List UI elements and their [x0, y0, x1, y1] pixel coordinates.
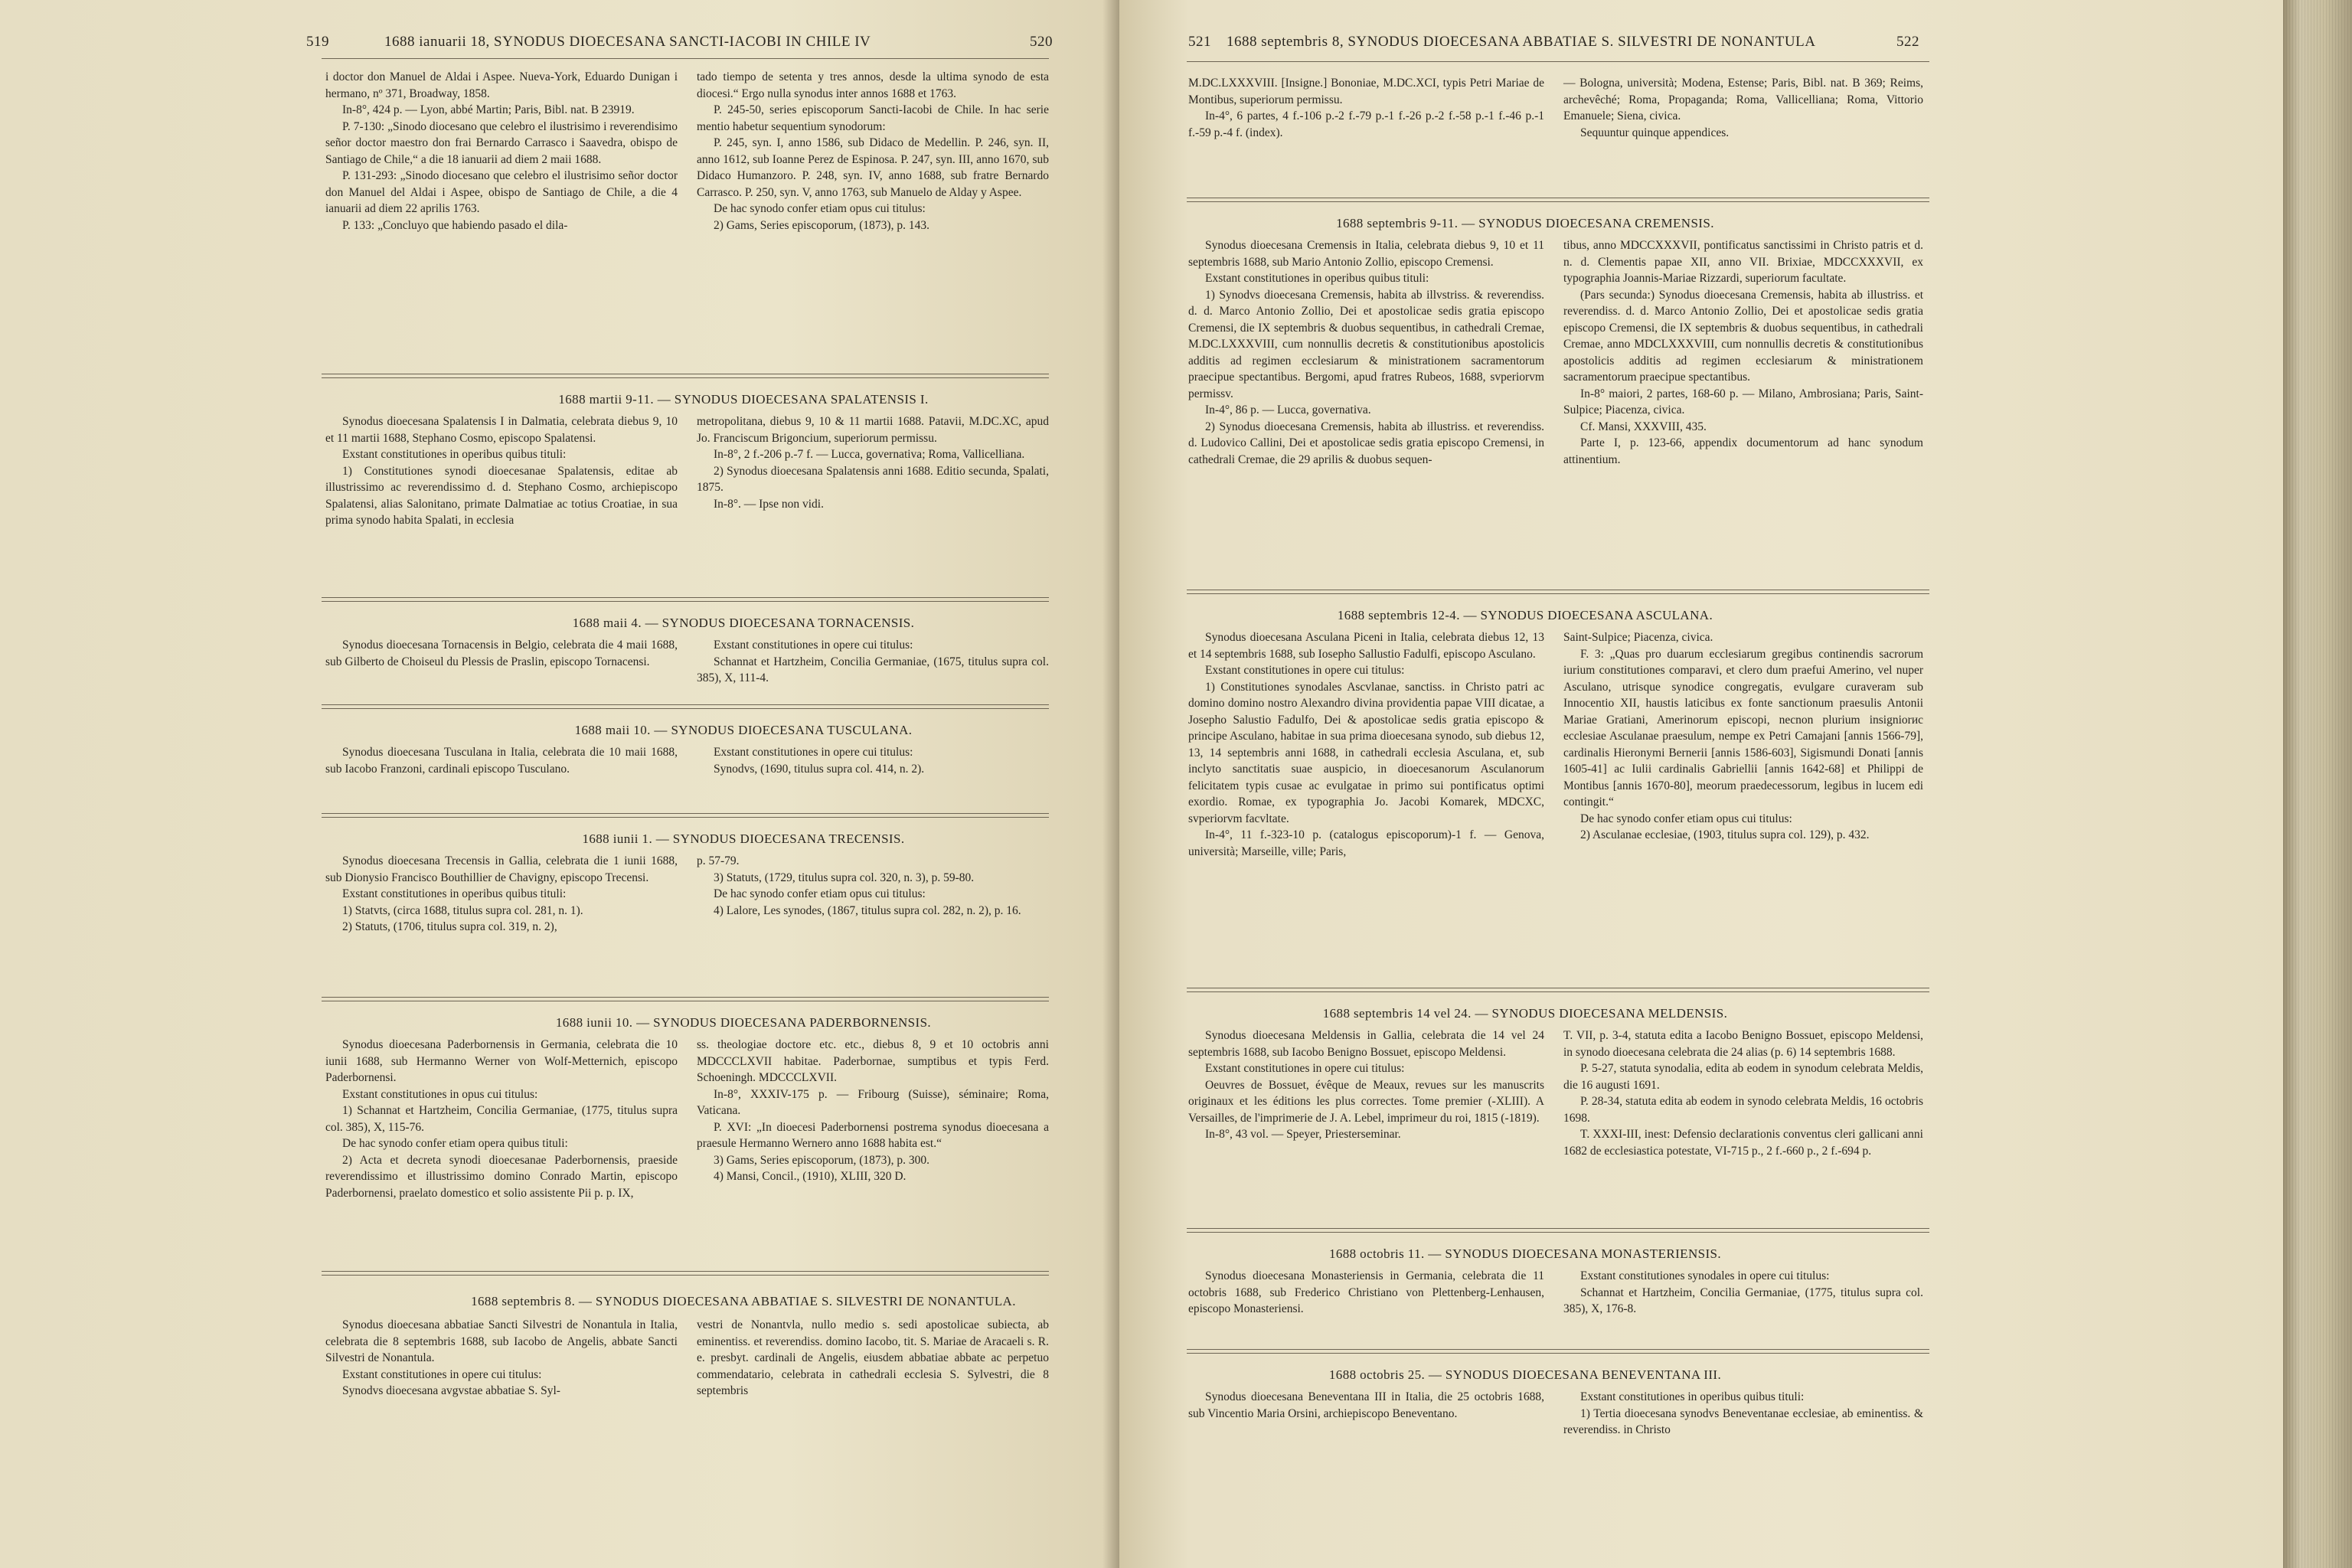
section-divider [322, 813, 1049, 818]
paragraph: Synodus dioecesana Spalatensis I in Dalmatia, celebrata diebus 9, 10 et 11 martii 1688, Stephano Cosmo, episcopo Spalatensi. [325, 415, 678, 445]
section-col1 [325, 1317, 678, 1400]
paragraph: tibus, anno MDCCXXXVII, pontificatus sanctissimi in Christo patris et d. n. d. Clementis papae XII, anno VII. Brixiae, MDCCXXXVII, ex typographia Joannis-Mariae Rizzardi, superiorum facultate. [1563, 239, 1923, 285]
paragraph: Saint-Sulpice; Piacenza, civica. [1563, 631, 1713, 644]
paragraph: In-4°, 6 partes, 4 f.-106 p.-2 f.-79 p.-1 f.-26 p.-2 f.-58 p.-1 f.-46 p.-1 f.-59 p.-4 f. (index). [1188, 109, 1544, 139]
section-title-asculana: 1688 septembris 12-4. — SYNODUS DIOECESANA ASCULANA. [1337, 608, 1713, 622]
paragraph: In-8° maiori, 2 partes, 168-60 p. — Milano, Ambrosiana; Paris, Saint-Sulpice; Piacenza, civica. [1563, 387, 1923, 416]
section-col1 [325, 744, 678, 777]
section-col1 [1188, 1268, 1544, 1318]
paragraph: Exstant constitutiones in opere cui titulus: [714, 639, 913, 652]
paragraph: Exstant constitutiones in operibus quibus tituli: [1580, 1390, 1805, 1403]
section-col1 [1188, 1389, 1544, 1422]
page-number-520: 520 [1030, 34, 1053, 50]
paragraph: De hac synodo confer etiam opera quibus tituli: [342, 1137, 568, 1150]
book-page-edges [2283, 0, 2352, 1568]
page-number-521: 521 [1188, 34, 1211, 50]
intro-col1 [1188, 75, 1544, 141]
paragraph: Synodus dioecesana Cremensis in Italia, celebrata diebus 9, 10 et 11 septembris 1688, sub Mario Antonio Zollio, episcopo Cremensi. [1188, 239, 1544, 269]
paragraph: Exstant constitutiones synodales in opere cui titulus: [1580, 1269, 1830, 1282]
paragraph: Sequuntur quinque appendices. [1580, 126, 1730, 139]
paragraph: P. 245-50, series episcoporum Sancti-Iacobi de Chile. In hac serie mentio habetur sequentium synodorum: [697, 103, 1049, 133]
paragraph: 2) Acta et decreta synodi dioecesanae Paderbornensis, praeside reverendissimo et illustrissimo domino Conrado Martin, episcopo Paderbornensi, praelato domestico et solio assistente Pii p. p. IX, [325, 1153, 678, 1200]
paragraph: 1) Synodvs dioecesana Cremensis, habita ab illvstriss. & reverendiss. d. d. Marco Antonio Zollio, Dei et apostolicae sedis gratia episcopo Cremensi, die IX septembris & duobus sequentibus, in cathedrali Cremae, M.DC.LXXXVIII, cum nonnullis decretis & constitutionibus apostolicis additis ad regimen ecclesiarum & ministrationem sacramentorum praecipue spectantibus. Bergomi, apud fratres Rubeos, 1688, svperiorvm permissv. [1188, 288, 1544, 400]
paragraph: metropolitana, diebus 9, 10 & 11 martii 1688. Patavii, M.DC.XC, apud Jo. Franciscum Brigoncium, superiorum permissu. [697, 415, 1049, 445]
paragraph: F. 3: „Quas pro duarum ecclesiarum gregibus continendis sacrorum iurium constitutiones comparavi, et clero dum praefui Amerino, vel nuper Asculano, utrisque synodice congregatis, evulgare curaveram sub Innocentio XII, haustis laticibus ex fonte sanctionum praesulis Antonii Mariae Gratiani, Amerinorum episcopi, necnon plurium insigniorис ecclesiae Asculanae praesulum, nempe ex Petri Camajani [annis 1566-79], cardinalis Hieronymi Bernerii [annis 1586-603], Sigismundi Donati [annis 1605-41] ac Iulii cardinalis Gabriellii [annis 1642-68] et Philippi de Montibus [annis 1670-80], meorum praedecessorum, legibus in lucem edi contingit.“ [1563, 647, 1923, 808]
section-title-paderbornensis: 1688 iunii 10. — SYNODUS DIOECESANA PADERBORNENSIS. [555, 1015, 932, 1030]
paragraph: Exstant constitutiones in opus cui titulus: [342, 1087, 538, 1101]
section-divider [322, 374, 1049, 378]
section-col2 [697, 413, 1049, 512]
paragraph: Oeuvres de Bossuet, évêque de Meaux, revues sur les manuscrits originaux et les éditions les plus correctes. Tome premier (-XLIII). A Versailles, de l'imprimerie de J. A. Lebel, imprimeur du roi, 1815 (-1819). [1188, 1078, 1544, 1125]
section-col1 [1188, 629, 1544, 860]
section-title-meldensis: 1688 septembris 14 vel 24. — SYNODUS DIOECESANA MELDENSIS. [1322, 1006, 1728, 1021]
page-number-519: 519 [306, 34, 329, 50]
paragraph: i doctor don Manuel de Aldai i Aspee. Nueva-York, Eduardo Dunigan i hermano, nº 371, Broadway, 1858. [325, 70, 678, 100]
paragraph: In-8°, 2 f.-206 p.-7 f. — Lucca, governativa; Roma, Vallicelliana. [714, 448, 1025, 461]
paragraph: Synodus dioecesana Tusculana in Italia, celebrata die 10 maii 1688, sub Iacobo Franzoni, cardinali episcopo Tusculano. [325, 746, 678, 776]
section-title-monasteriensis: 1688 octobris 11. — SYNODUS DIOECESANA MONASTERIENSIS. [1328, 1246, 1722, 1261]
paragraph: 2) Gams, Series episcoporum, (1873), p. 143. [714, 218, 929, 232]
section-col2 [1563, 1027, 1923, 1159]
right-running-header [1119, 34, 2283, 57]
paragraph: Synodus dioecesana Tornacensis in Belgio, celebrata die 4 maii 1688, sub Gilberto de Choiseul du Plessis de Praslin, episcopo Tornacensi. [325, 639, 678, 668]
paragraph: Synodus dioecesana Monasteriensis in Germania, celebrata die 11 octobris 1688, sub Frederico Christiano von Plettenberg-Lenhausen, episcopo Monasteriensi. [1188, 1269, 1544, 1315]
paragraph: De hac synodo confer etiam opus cui titulus: [714, 887, 926, 900]
paragraph: 2) Statuts, (1706, titulus supra col. 319, n. 2), [342, 920, 557, 933]
section-divider [322, 997, 1049, 1001]
section-col1 [1188, 237, 1544, 468]
paragraph: In-8°, XXXIV-175 p. — Fribourg (Suisse), séminaire; Roma, Vaticana. [697, 1087, 1049, 1117]
paragraph: Synodus dioecesana Trecensis in Gallia, celebrata die 1 iunii 1688, sub Dionysio Francisco Bouthillier de Chavigny, episcopo Trecensi. [325, 854, 678, 884]
paragraph: T. VII, p. 3-4, statuta edita a Iacobo Benigno Bossuet, episcopo Meldensi, in synodo dioecesana celebrata die 24 alias (p. 6) 14 septembris 1688. [1563, 1029, 1923, 1059]
paragraph: Schannat et Hartzheim, Concilia Germaniae, (1775, titulus supra col. 385), X, 176-8. [1563, 1285, 1923, 1315]
paragraph: P. 7-130: „Sinodo diocesano que celebro el ilustrisimo i reverendisimo señor doctor maestro don frai Bernardo Carrasco i Saavedra, obispo de Santiago de Chile,“ a die 18 ianuarii ad diem 2 maii 1688. [325, 119, 678, 166]
paragraph: Synodus dioecesana Beneventana III in Italia, die 25 octobris 1688, sub Vincentio Maria Orsini, archiepiscopo Beneventano. [1188, 1390, 1544, 1420]
paragraph: 1) Constitutiones synodales Ascvlanae, sanctiss. in Christo patri ac domino domino nostro Alexandro divina providentia papae VIII dicatae, a Josepho Salustio Fadulfo, Dei & apostolicae sedis gratia episcopo & principe Asculano, habitae in sua prima dioecesana synodo, sub diebus 12, 13, 14 septembris anni 1688, in cathedrali ecclesia Asculana, et, sub inclyto sanctitatis suae auspicio, in dioecesanorum Asculanorum felicitatem typis cusae ac evulgatae in primo sui pontificatus optimi exordio. Romae, ex typographia Jo. Jacobi Komarek, MDCXC, svperiorvm facvltate. [1188, 680, 1544, 825]
running-title: 1688 septembris 8, SYNODUS DIOECESANA ABBATIAE S. SILVESTRI DE NONANTULA [1227, 34, 1816, 50]
section-divider [1187, 1228, 1929, 1233]
section-title-beneventana: 1688 octobris 25. — SYNODUS DIOECESANA BENEVENTANA III. [1328, 1367, 1722, 1382]
paragraph: p. 57-79. [697, 854, 740, 867]
section-col2 [1563, 1268, 1923, 1318]
paragraph: In-4°, 11 f.-323-10 p. (catalogus episcoporum)-1 f. — Genova, università; Marseille, ville; Paris, [1188, 828, 1544, 858]
section-col2 [697, 1037, 1049, 1185]
paragraph: 1) Constitutiones synodi dioecesanae Spalatensis, editae ab illustrissimo ac reverendissimo d. d. Stephano Cosmo, archiepiscopo Spalatensi, alias Salonitano, primate Dalmatiae ac totius Croatiae, in sua prima synodo habita Spalati, in ecclesia [325, 464, 678, 527]
paragraph: Synodus dioecesana abbatiae Sancti Silvestri de Nonantula in Italia, celebrata die 8 septembris 1688, sub Iacobo de Angelis, abbate Sancti Silvestri de Nonantula. [325, 1318, 678, 1364]
paragraph: In-4°, 86 p. — Lucca, governativa. [1205, 403, 1371, 416]
section-col1 [325, 1037, 678, 1201]
section-col1 [325, 853, 678, 936]
paragraph: vestri de Nonantvla, nullo medio s. sedi apostolicae subiecta, ab eminentiss. et reverendiss. domino Iacobo, tit. S. Mariae de Aracaeli s. R. e. presbyt. cardinali de Angelis, eiusdem abbatiae abbate ac perpetuo commendatario, celebrata in cathedrali ecclesia S. Sylvestri, die 8 septembris [697, 1318, 1049, 1397]
section-col1 [325, 413, 678, 529]
left-page [0, 0, 1119, 1568]
paragraph: P. 133: „Concluyo que habiendo pasado el dila- [342, 218, 568, 232]
section-divider [1187, 198, 1929, 202]
paragraph: Exstant constitutiones in opere cui titulus: [342, 1367, 542, 1381]
section-title-spalatensis: 1688 martii 9-11. — SYNODUS DIOECESANA SPALATENSIS I. [558, 392, 929, 407]
section-divider [1187, 590, 1929, 594]
intro-col1 [325, 69, 678, 234]
paragraph: In-8°, 424 p. — Lyon, abbé Martin; Paris, Bibl. nat. B 23919. [342, 103, 635, 116]
intro-col2 [697, 69, 1049, 234]
paragraph: — Bologna, università; Modena, Estense; Paris, Bibl. nat. B 369; Reims, archevêché; Roma, Propaganda; Roma, Vallicelliana; Roma, Vittorio Emanuele; Siena, civica. [1563, 77, 1923, 122]
section-col2 [1563, 1389, 1923, 1439]
section-col2 [697, 853, 1049, 919]
section-col1 [1188, 1027, 1544, 1143]
paragraph: ss. theologiae doctore etc. etc., diebus 8, 9 et 10 octobris anni MDCCCLXVII habitae. Paderbornae, sumptibus et typis Ferd. Schoeningh. MDCCCLXVII. [697, 1038, 1049, 1084]
left-running-header [0, 34, 1119, 57]
section-col2 [697, 1317, 1049, 1400]
paragraph: Exstant constitutiones in opere cui titulus: [1205, 664, 1405, 677]
paragraph: P. 28-34, statuta edita ab eodem in synodo celebrata Meldis, 16 octobris 1698. [1563, 1095, 1923, 1125]
paragraph: 3) Gams, Series episcoporum, (1873), p. 300. [714, 1153, 929, 1167]
paragraph: Synodvs dioecesana avgvstae abbatiae S. Syl- [342, 1384, 560, 1397]
paragraph: P. 131-293: „Sinodo diocesano que celebro el ilustrisimo señor doctor don Manuel del Aldai i Aspee, obispo de Santiago de Chile, a die 4 ianuarii ad diem 22 aprilis 1763. [325, 169, 678, 215]
section-col2 [697, 637, 1049, 687]
paragraph: De hac synodo confer etiam opus cui titulus: [714, 202, 926, 215]
paragraph: Parte I, p. 123-66, appendix documentorum ad hanc synodum attinentium. [1563, 436, 1923, 466]
running-title: 1688 ianuarii 18, SYNODUS DIOECESANA SANCTI-IACOBI IN CHILE IV [384, 34, 871, 50]
paragraph: 4) Lalore, Les synodes, (1867, titulus supra col. 282, n. 2), p. 16. [714, 903, 1021, 917]
header-rule [1187, 61, 1929, 62]
paragraph: 2) Asculanae ecclesiae, (1903, titulus supra col. 129), p. 432. [1580, 828, 1870, 841]
paragraph: Exstant constitutiones in opere cui titulus: [714, 746, 913, 759]
section-title-nonantula: 1688 septembris 8. — SYNODUS DIOECESANA ABBATIAE S. SILVESTRI DE NONANTULA. [471, 1294, 1016, 1308]
section-col2 [697, 744, 1049, 777]
section-title-tusculana: 1688 maii 10. — SYNODUS DIOECESANA TUSCULANA. [574, 723, 913, 737]
paragraph: De hac synodo confer etiam opus cui titulus: [1580, 812, 1792, 825]
section-divider [322, 704, 1049, 709]
section-col2 [1563, 237, 1923, 468]
section-divider [1187, 1349, 1929, 1354]
paragraph: 1) Tertia dioecesana synodvs Beneventanae ecclesiae, ab eminentiss. & reverendiss. in Christo [1563, 1406, 1923, 1436]
paragraph: 1) Statvts, (circa 1688, titulus supra col. 281, n. 1). [342, 903, 583, 917]
paragraph: Synodus dioecesana Asculana Piceni in Italia, celebrata diebus 12, 13 et 14 septembris 1688, sub Iosepho Sallustio Fadulfi, episcopo Asculano. [1188, 631, 1544, 661]
paragraph: Exstant constitutiones in operibus quibus tituli: [342, 448, 567, 461]
page-number-522: 522 [1896, 34, 1919, 50]
section-title-tornacensis: 1688 maii 4. — SYNODUS DIOECESANA TORNACENSIS. [572, 616, 915, 630]
paragraph: In-8°. — Ipse non vidi. [714, 497, 824, 511]
paragraph: 4) Mansi, Concil., (1910), XLIII, 320 D. [714, 1170, 906, 1183]
section-col2 [1563, 629, 1923, 844]
paragraph: T. XXXI-III, inest: Defensio declarationis conventus cleri gallicani anni 1682 de ecclesiastica potestate, VI-715 p., 2 f.-660 p., 2 f.-694 p. [1563, 1128, 1923, 1158]
paragraph: Schannat et Hartzheim, Concilia Germaniae, (1675, titulus supra col. 385), X, 111-4. [697, 655, 1049, 684]
section-title-cremensis: 1688 septembris 9-11. — SYNODUS DIOECESANA CREMENSIS. [1336, 216, 1714, 230]
right-page [1119, 0, 2283, 1568]
header-rule [322, 58, 1049, 59]
section-title-trecensis: 1688 iunii 1. — SYNODUS DIOECESANA TRECENSIS. [582, 831, 905, 846]
paragraph: Synodus dioecesana Meldensis in Gallia, celebrata die 14 vel 24 septembris 1688, sub Iacobo Benigno Bossuet, episcopo Meldensi. [1188, 1029, 1544, 1059]
paragraph: 3) Statuts, (1729, titulus supra col. 320, n. 3), p. 59-80. [714, 871, 975, 884]
paragraph: P. XVI: „In dioecesi Paderbornensi postrema synodus dioecesana a praesule Hermanno Wernero anno 1688 habita est.“ [697, 1120, 1049, 1150]
paragraph: Synodvs, (1690, titulus supra col. 414, n. 2). [714, 762, 925, 776]
paragraph: 1) Schannat et Hartzheim, Concilia Germaniae, (1775, titulus supra col. 385), X, 115-76. [325, 1104, 678, 1134]
section-divider [322, 1271, 1049, 1276]
paragraph: Synodus dioecesana Paderbornensis in Germania, celebrata die 10 iunii 1688, sub Hermanno Werner von Wolf-Metternich, episcopo Paderbornensi. [325, 1038, 678, 1084]
paragraph: M.DC.LXXXVIII. [Insigne.] Bononiae, M.DC.XCI, typis Petri Mariae de Montibus, superiorum permissu. [1188, 77, 1544, 106]
paragraph: (Pars secunda:) Synodus dioecesana Cremensis, habita ab illustriss. et reverendiss. d. d. Marco Antonio Zollio, Dei et apostolicae sedis gratia episcopo Cremensi, die IX septembris & duobus sequentibus, in cathedrali Cremae, anno MDCLXXXVIII, cum nonnullis decretis & constitutionibus apostolicis additis ad regimen ecclesiarum & ministrationem sacramentorum praecipue spectantibus. [1563, 288, 1923, 384]
paragraph: P. 245, syn. I, anno 1586, sub Didaco de Medellin. P. 246, syn. II, anno 1612, sub Ioanne Perez de Espinosa. P. 247, syn. III, anno 1670, sub Didaco Humanzoro. P. 248, syn. IV, anno 1688, sub fratre Bernardo Carrasco. P. 250, syn. V, anno 1763, sub Manuelo de Alday y Aspee. [697, 136, 1049, 199]
paragraph: Cf. Mansi, XXXVIII, 435. [1580, 420, 1707, 433]
section-divider [322, 597, 1049, 602]
paragraph: 2) Synodus dioecesana Spalatensis anni 1688. Editio secunda, Spalati, 1875. [697, 464, 1049, 494]
paragraph: Exstant constitutiones in operibus quibus tituli: [1205, 272, 1429, 285]
paragraph: 2) Synodus dioecesana Cremensis, habita ab illustriss. et reverendiss. d. Ludovico Callini, Dei et apostolicae sedis gratia episcopo Cremensi, in cathedrali Cremae, die 29 aprilis & duobus sequen- [1188, 420, 1544, 466]
intro-col2 [1563, 75, 1923, 141]
paragraph: Exstant constitutiones in opere cui titulus: [1205, 1062, 1405, 1075]
section-divider [1187, 988, 1929, 992]
paragraph: tado tiempo de setenta y tres annos, desde la ultima synodo de esta diocesi.“ Ergo nulla synodus inter annos 1688 et 1763. [697, 70, 1049, 100]
section-col1 [325, 637, 678, 670]
paragraph: P. 5-27, statuta synodalia, edita ab eodem in synodum celebrata Meldis, die 16 augusti 1691. [1563, 1062, 1923, 1092]
paragraph: In-8°, 43 vol. — Speyer, Priesterseminar. [1205, 1128, 1401, 1141]
paragraph: Exstant constitutiones in operibus quibus tituli: [342, 887, 567, 900]
